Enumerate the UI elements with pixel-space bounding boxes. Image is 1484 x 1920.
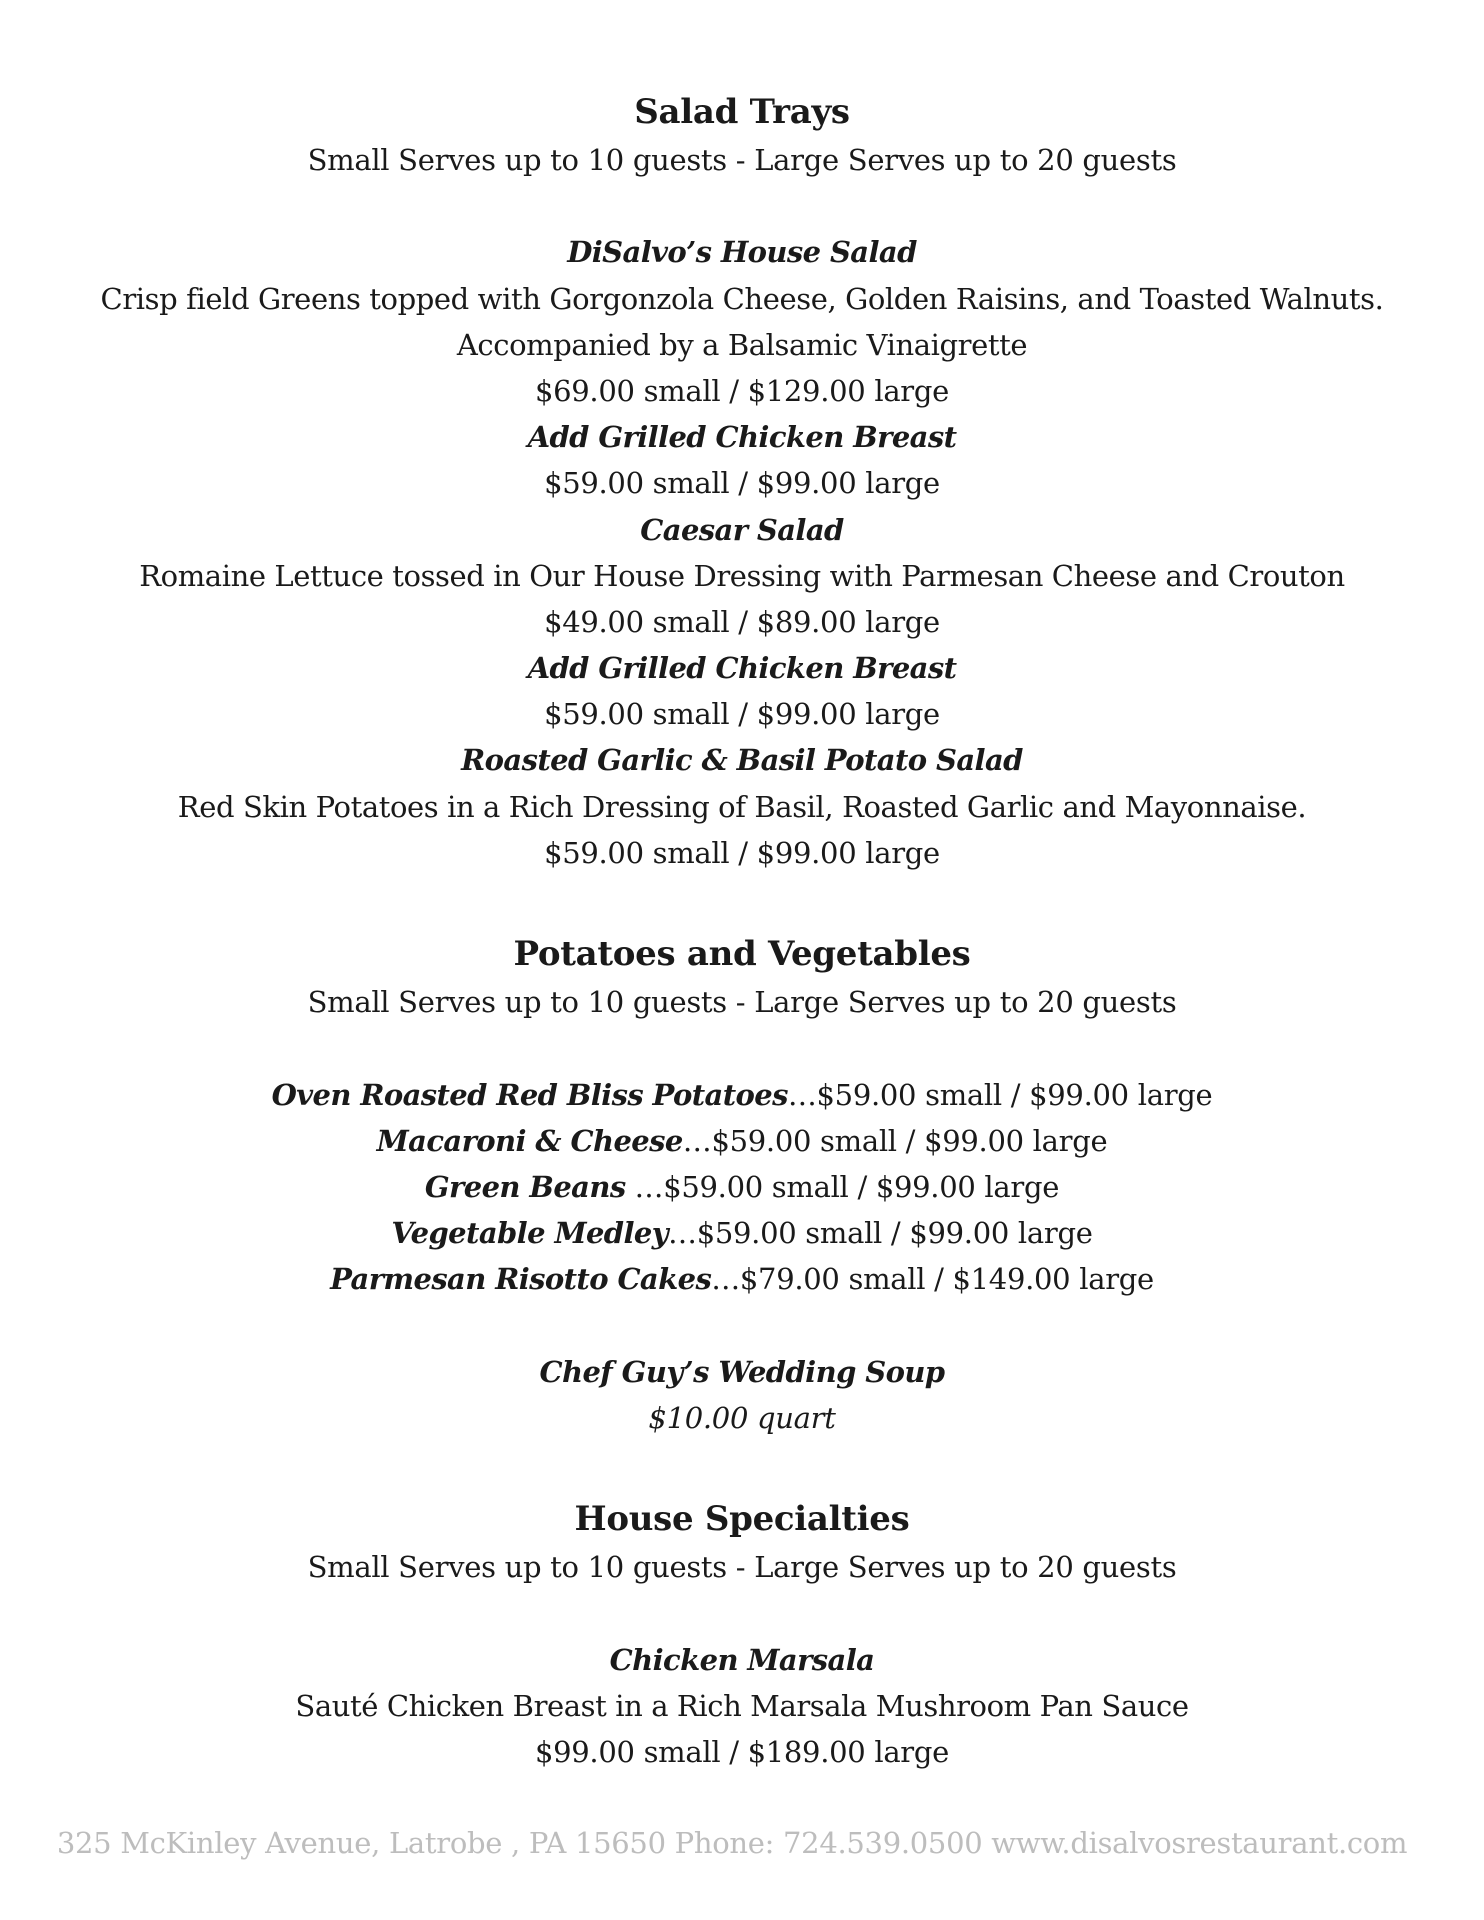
- item-name-wedding-soup: Chef Guy’s Wedding Soup: [539, 1355, 945, 1389]
- addon-name-house-salad: Add Grilled Chicken Breast: [527, 420, 957, 454]
- section-title-house-specialties: House Specialties: [574, 1499, 910, 1539]
- item-price-chicken-marsala: $99.00 small / $189.00 large: [534, 1735, 949, 1769]
- list-item: [0, 1216, 1484, 1250]
- list-item: [0, 1170, 1484, 1204]
- item-desc-house-salad-1: Crisp field Greens topped with Gorgonzola Cheese, Golden Raisins, and Toasted Walnuts.: [100, 282, 1384, 316]
- item-price-house-salad: $69.00 small / $129.00 large: [534, 374, 949, 408]
- list-item: [0, 1124, 1484, 1158]
- addon-price-caesar-salad: $59.00 small / $99.00 large: [544, 697, 940, 731]
- list-item-separator: …: [668, 1216, 697, 1250]
- section-title-potatoes-vegetables: Potatoes and Vegetables: [513, 934, 971, 974]
- item-name-house-salad: DiSalvo’s House Salad: [567, 235, 917, 269]
- item-name-caesar-salad: Caesar Salad: [640, 513, 844, 547]
- section-subtitle-potatoes-vegetables: Small Serves up to 10 guests - Large Serves up to 20 guests: [307, 985, 1177, 1019]
- item-desc-chicken-marsala: Sauté Chicken Breast in a Rich Marsala Mushroom Pan Sauce: [295, 1689, 1189, 1723]
- list-item-separator: …: [625, 1170, 664, 1204]
- item-price-wedding-soup: $10.00 quart: [648, 1401, 836, 1435]
- list-item-separator: …: [787, 1078, 817, 1112]
- list-item-separator: …: [711, 1262, 740, 1296]
- list-item: [0, 1078, 1484, 1112]
- section-subtitle-salad-trays: Small Serves up to 10 guests - Large Serves up to 20 guests: [307, 143, 1177, 177]
- item-desc-caesar-salad: Romaine Lettuce tossed in Our House Dressing with Parmesan Cheese and Crouton: [139, 559, 1345, 593]
- list-item-price: $79.00 small / $149.00 large: [739, 1262, 1154, 1296]
- list-item-name: Oven Roasted Red Bliss Potatoes: [271, 1078, 788, 1112]
- section-title-salad-trays: Salad Trays: [634, 92, 850, 132]
- list-item-name: Macaroni & Cheese: [376, 1124, 683, 1158]
- list-item-name: Vegetable Medley: [391, 1216, 668, 1250]
- list-item-price: $59.00 small / $99.00 large: [663, 1170, 1060, 1204]
- list-item: [0, 1262, 1484, 1296]
- list-item-name: Green Beans: [424, 1170, 626, 1204]
- section-subtitle-house-specialties: Small Serves up to 10 guests - Large Serves up to 20 guests: [307, 1550, 1177, 1584]
- list-item-price: $59.00 small / $99.00 large: [816, 1078, 1213, 1112]
- list-item-name: Parmesan Risotto Cakes: [330, 1262, 712, 1296]
- item-desc-potato-salad: Red Skin Potatoes in a Rich Dressing of Basil, Roasted Garlic and Mayonnaise.: [177, 790, 1307, 824]
- item-price-caesar-salad: $49.00 small / $89.00 large: [544, 605, 940, 639]
- item-name-chicken-marsala: Chicken Marsala: [609, 1643, 875, 1677]
- list-item-price: $59.00 small / $99.00 large: [711, 1124, 1108, 1158]
- item-name-potato-salad: Roasted Garlic & Basil Potato Salad: [461, 743, 1023, 777]
- item-price-potato-salad: $59.00 small / $99.00 large: [544, 836, 940, 870]
- list-item-separator: …: [682, 1124, 712, 1158]
- addon-name-caesar-salad: Add Grilled Chicken Breast: [527, 651, 957, 685]
- footer-contact: 325 McKinley Avenue, Latrobe , PA 15650 Phone: 724.539.0500 www.disalvosrestaurant.com: [56, 1826, 1408, 1860]
- item-desc-house-salad-2: Accompanied by a Balsamic Vinaigrette: [456, 328, 1028, 362]
- addon-price-house-salad: $59.00 small / $99.00 large: [544, 466, 940, 500]
- list-item-price: $59.00 small / $99.00 large: [696, 1216, 1093, 1250]
